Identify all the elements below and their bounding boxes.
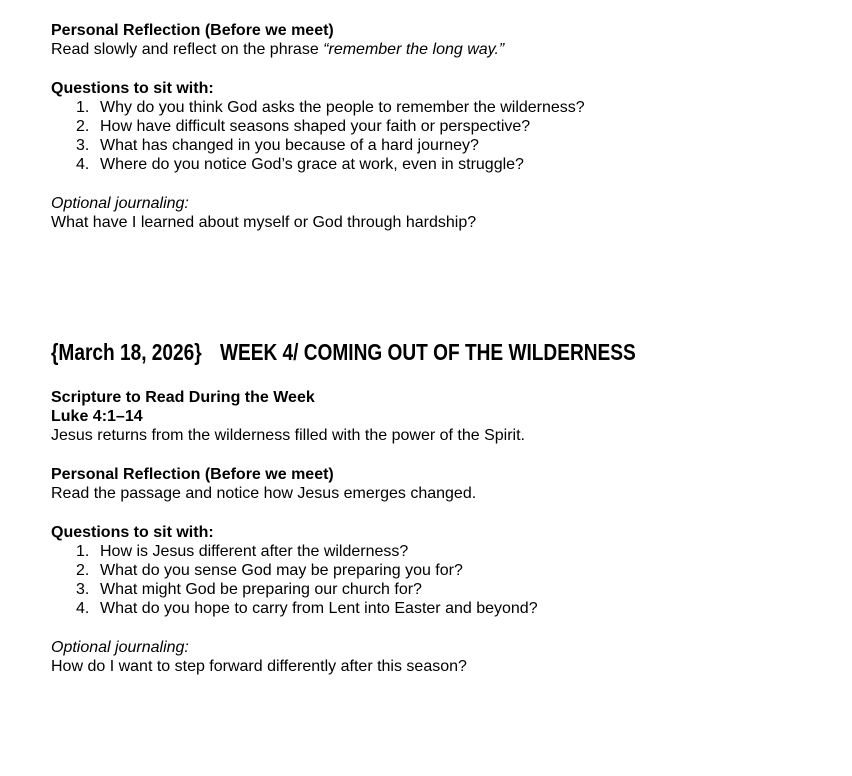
scripture-reference: Luke 4:1–14 bbox=[51, 408, 143, 425]
scripture-summary: Jesus returns from the wilderness filled with the power of the Spirit. bbox=[51, 427, 525, 444]
question-text: What might God be preparing our church for? bbox=[100, 581, 422, 598]
question-text: How have difficult seasons shaped your faith or perspective? bbox=[100, 118, 531, 135]
reflection-text: Read the passage and notice how Jesus emerges changed. bbox=[51, 485, 477, 502]
week-date: {March 18, 2026} bbox=[51, 339, 202, 365]
questions-heading: Questions to sit with: bbox=[51, 524, 214, 541]
journaling-prompt: How do I want to step forward differently after this season? bbox=[51, 658, 467, 675]
list-item bbox=[51, 117, 585, 136]
reflection-heading: Personal Reflection (Before we meet) bbox=[51, 466, 334, 483]
question-text: What do you sense God may be preparing you for? bbox=[100, 562, 463, 579]
week4-heading bbox=[51, 339, 636, 365]
list-item bbox=[51, 542, 538, 561]
list-item bbox=[51, 155, 585, 174]
scripture-heading: Scripture to Read During the Week bbox=[51, 389, 315, 406]
list-number: 1. bbox=[76, 99, 90, 116]
week3-section bbox=[51, 21, 585, 232]
list-item bbox=[51, 580, 538, 599]
questions-list bbox=[51, 542, 538, 618]
journaling-label: Optional journaling: bbox=[51, 639, 189, 656]
list-item bbox=[51, 561, 538, 580]
list-number: 2. bbox=[76, 118, 90, 135]
question-text: Where do you notice God’s grace at work, even in struggle? bbox=[100, 156, 524, 173]
list-number: 1. bbox=[76, 543, 90, 560]
list-number: 3. bbox=[76, 137, 90, 154]
week4-section bbox=[51, 388, 538, 676]
list-item bbox=[51, 599, 538, 618]
question-text: Why do you think God asks the people to remember the wilderness? bbox=[100, 99, 585, 116]
reflection-text bbox=[51, 40, 585, 59]
reflection-text-lead: Read slowly and reflect on the phrase bbox=[51, 41, 324, 58]
list-number: 4. bbox=[76, 600, 90, 617]
questions-list bbox=[51, 98, 585, 174]
journaling-label: Optional journaling: bbox=[51, 195, 189, 212]
week-title: WEEK 4/ COMING OUT OF THE WILDERNESS bbox=[219, 339, 636, 365]
reflection-phrase: “remember the long way.” bbox=[323, 41, 505, 58]
questions-heading: Questions to sit with: bbox=[51, 80, 214, 97]
list-item bbox=[51, 136, 585, 155]
question-text: What has changed in you because of a hard journey? bbox=[100, 137, 479, 154]
reflection-heading: Personal Reflection (Before we meet) bbox=[51, 22, 334, 39]
list-number: 3. bbox=[76, 581, 90, 598]
list-number: 4. bbox=[76, 156, 90, 173]
question-text: How is Jesus different after the wilderness? bbox=[100, 543, 409, 560]
question-text: What do you hope to carry from Lent into Easter and beyond? bbox=[100, 600, 538, 617]
list-item bbox=[51, 98, 585, 117]
list-number: 2. bbox=[76, 562, 90, 579]
journaling-prompt: What have I learned about myself or God through hardship? bbox=[51, 214, 477, 231]
